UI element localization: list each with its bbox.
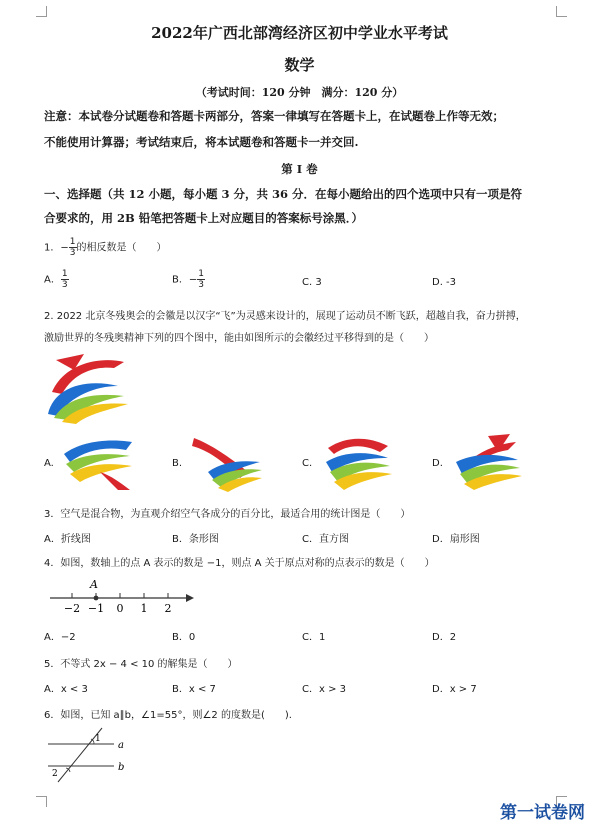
- note-line-1: 注意：本试卷分试题卷和答题卡两部分，答案一律填写在答题卡上，在试题卷上作等无效；: [44, 109, 504, 123]
- paralympic-emblem-image: [44, 352, 134, 424]
- crop-mark: [36, 6, 47, 17]
- parallel-lines-figure: [44, 724, 134, 784]
- question-2-line-1: 2. 2022 北京冬残奥会的会徽是以汉字“飞”为灵感来设计的，展现了运动员不断飞跃，超越自我，奋力拼搏，: [44, 311, 526, 322]
- part-line-2: 合要求的，用 2B 铅笔把答题卡上对应题目的答案标号涂黑．）: [44, 211, 363, 225]
- number-line-tick-label: 2: [164, 602, 172, 615]
- question-4-option-d: D．2: [432, 632, 457, 643]
- question-5-option-c: C．x > 3: [302, 684, 346, 695]
- part-line-1: 一、选择题（共 12 小题，每小题 3 分，共 36 分．在每小题给出的四个选项中只有一项是符: [44, 187, 523, 201]
- question-3-option-a: A．折线图: [44, 534, 91, 545]
- question-4-option-c: C．1: [302, 632, 326, 643]
- question-3-option-d: D．扇形图: [432, 534, 480, 545]
- question-1-option-d: D. -3: [432, 277, 457, 288]
- question-2-option-a: A.: [44, 458, 54, 469]
- question-5-option-b: B．x < 7: [172, 684, 216, 695]
- point-a-label: A: [90, 578, 98, 591]
- line-a-label: a: [118, 740, 124, 751]
- exam-title: 2022年广西北部湾经济区初中学业水平考试: [151, 24, 448, 42]
- question-1-option-c: C. 3: [302, 277, 322, 288]
- question-2-option-d: D.: [432, 458, 443, 469]
- footer-brand: 第一试卷网: [500, 803, 585, 823]
- number-line-tick-label: −2: [63, 602, 81, 615]
- question-2-line-2: 激励世界的冬残奥精神下列的四个图中，能由如图所示的会徽经过平移得到的是（ ）: [44, 333, 434, 344]
- question-4-option-a: A．−2: [44, 632, 76, 643]
- question-5-option-a: A．x < 3: [44, 684, 88, 695]
- question-4-option-b: B．0: [172, 632, 196, 643]
- question-1-option-b: B．− $\frac{1}{3}$: [172, 269, 204, 290]
- question-6-stem: 6．如图，已知 a∥b，∠1=55°，则∠2 的度数是( ).: [44, 710, 292, 721]
- crop-mark: [556, 6, 567, 17]
- question-1-option-a: A． $\frac{1}{3}$: [44, 269, 68, 290]
- number-line-tick-label: −1: [87, 602, 105, 615]
- question-1-stem: 1．− $\frac{1}{3}$ 的相反数是（ ）: [44, 237, 167, 258]
- question-5-stem: 5．不等式 2x − 4 < 10 的解集是（ ）: [44, 659, 238, 670]
- number-line-tick-label: 1: [140, 602, 148, 615]
- line-b-label: b: [118, 762, 125, 773]
- angle-1-label: 1: [95, 734, 101, 744]
- question-3-option-c: C．直方图: [302, 534, 349, 545]
- number-line-figure: [48, 576, 198, 616]
- question-4-stem: 4．如图，数轴上的点 A 表示的数是 −1，则点 A 关于原点对称的点表示的数是（ ）: [44, 558, 435, 569]
- option-d-emblem-image: [448, 432, 524, 492]
- question-5-option-d: D．x > 7: [432, 684, 477, 695]
- option-b-emblem-image: [188, 432, 264, 492]
- note-line-2: 不能使用计算器；考试结束后，将本试题卷和答题卡一并交回.: [44, 135, 359, 149]
- number-line-tick-label: 0: [116, 602, 124, 615]
- point-a-marker: [94, 596, 99, 601]
- option-a-emblem-image: [60, 432, 136, 492]
- question-2-option-b: B.: [172, 458, 183, 469]
- question-3-stem: 3．空气是混合物，为直观介绍空气各成分的百分比，最适合用的统计图是（ ）: [44, 509, 411, 520]
- exam-subject: 数学: [284, 56, 315, 74]
- section-title: 第 I 卷: [281, 162, 318, 176]
- option-c-emblem-image: [318, 432, 394, 492]
- angle-2-label: 2: [52, 769, 58, 779]
- question-3-option-b: B．条形图: [172, 534, 219, 545]
- question-2-option-c: C.: [302, 458, 313, 469]
- crop-mark: [36, 796, 47, 807]
- exam-time-info: （考试时间：120 分钟 满分：120 分）: [195, 86, 404, 99]
